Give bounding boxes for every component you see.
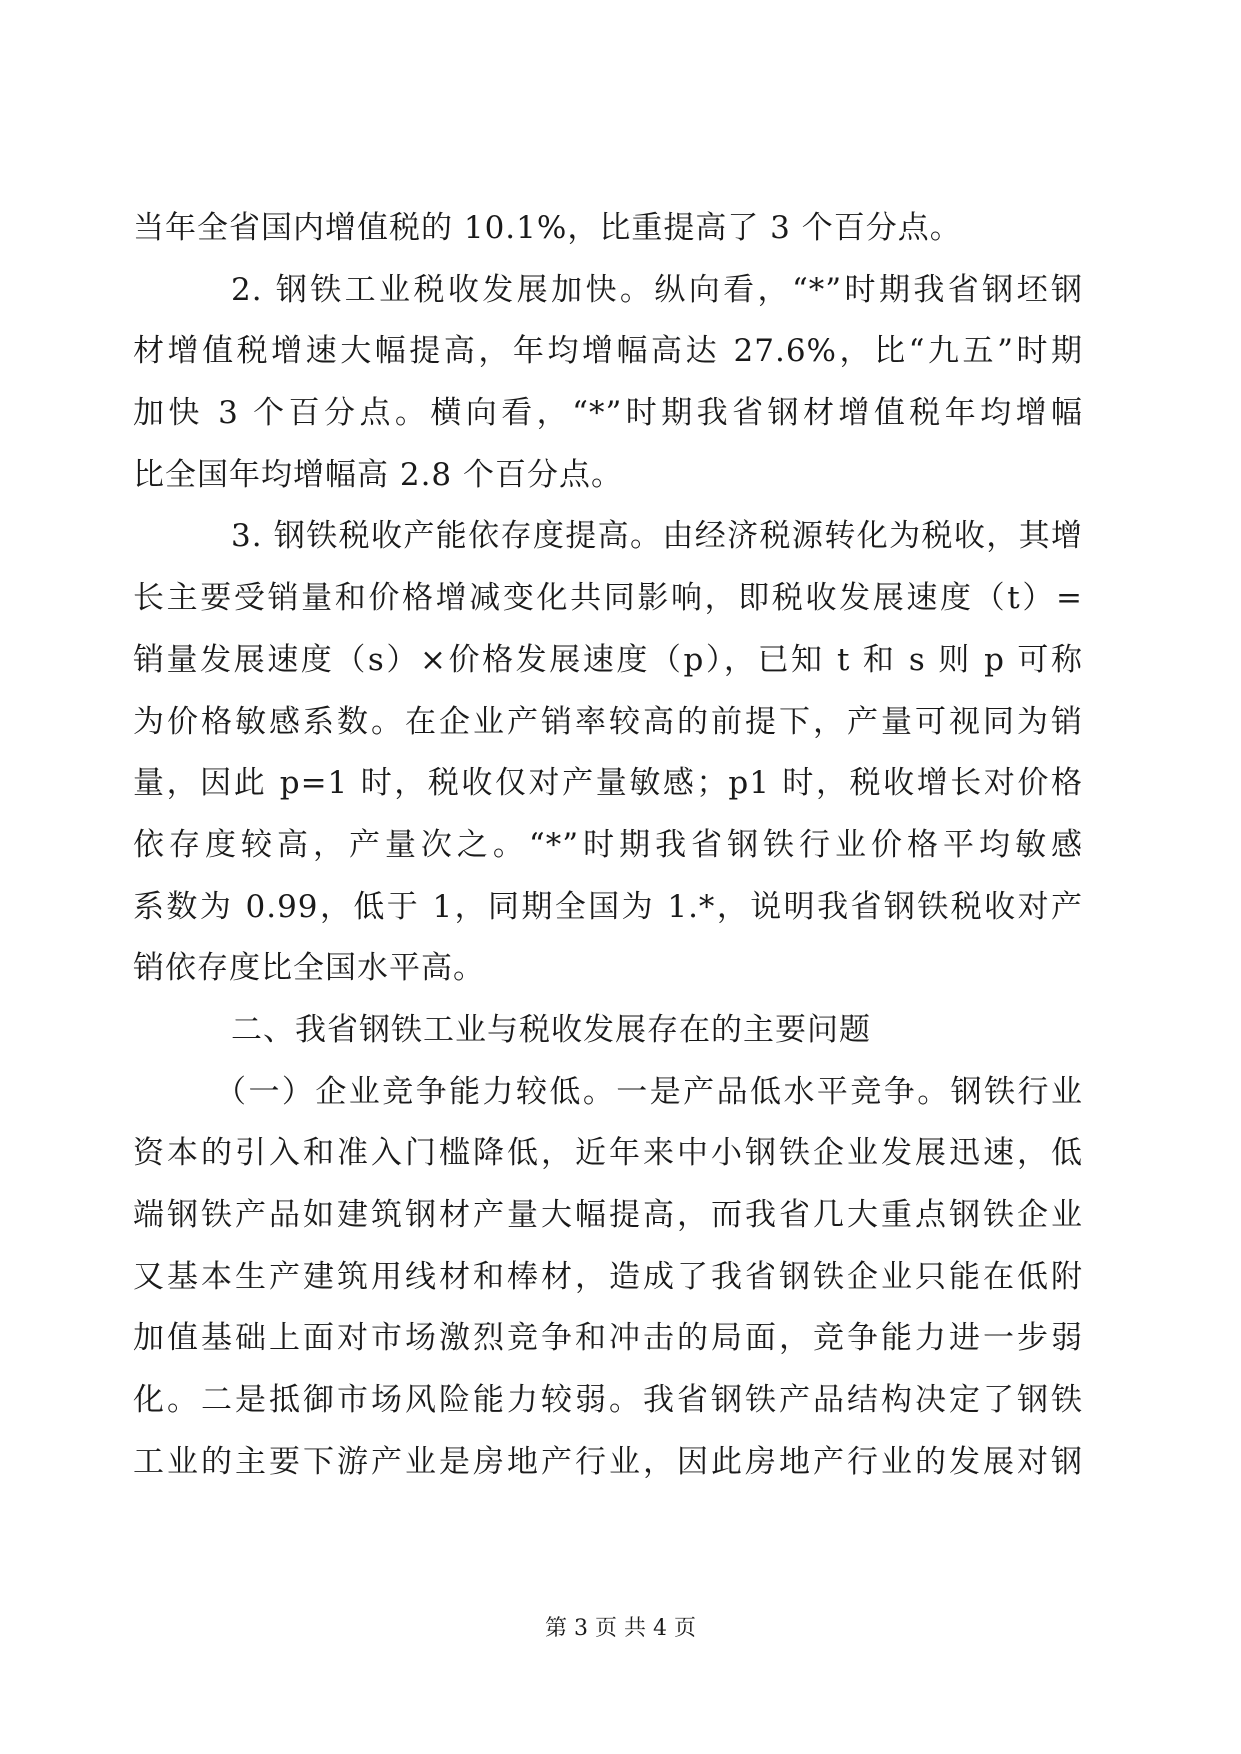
text-line: 长主要受销量和价格增减变化共同影响，即税收发展速度（t）= xyxy=(133,580,1083,617)
text-line: 3. 钢铁税收产能依存度提高。由经济税源转化为税收，其增 xyxy=(231,518,1083,555)
text-line: 2. 钢铁工业税收发展加快。纵向看，“*”时期我省钢坯钢 xyxy=(231,271,1083,308)
text-line: 资本的引入和准入门槛降低，近年来中小钢铁企业发展迅速，低 xyxy=(133,1135,1083,1172)
text-line: 量，因此 p=1 时，税收仅对产量敏感；p1 时，税收增长对价格 xyxy=(133,765,1083,802)
page-number-footer: 第 3 页 共 4 页 xyxy=(545,1616,696,1641)
text-line: 依存度较高，产量次之。“*”时期我省钢铁行业价格平均敏感 xyxy=(133,826,1083,863)
text-line: 端钢铁产品如建筑钢材产量大幅提高，而我省几大重点钢铁企业 xyxy=(133,1197,1083,1233)
section-heading: 二、我省钢铁工业与税收发展存在的主要问题 xyxy=(231,1011,871,1048)
text-line: 材增值税增速大幅提高，年均增幅高达 27.6%，比“九五”时期 xyxy=(133,333,1083,370)
text-line: 又基本生产建筑用线材和棒材，造成了我省钢铁企业只能在低附 xyxy=(133,1258,1083,1295)
text-line: （一）企业竞争能力较低。一是产品低水平竞争。钢铁行业 xyxy=(215,1073,1083,1110)
text-line: 加值基础上面对市场激烈竞争和冲击的局面，竞争能力进一步弱 xyxy=(133,1320,1083,1357)
document-body xyxy=(133,198,1083,1493)
text-line: 系数为 0.99，低于 1，同期全国为 1.*，说明我省钢铁税收对产 xyxy=(133,888,1083,925)
text-line: 化。二是抵御市场风险能力较弱。我省钢铁产品结构决定了钢铁 xyxy=(133,1382,1083,1419)
text-line: 工业的主要下游产业是房地产行业，因此房地产行业的发展对钢 xyxy=(133,1443,1083,1480)
text-line: 加快 3 个百分点。横向看，“*”时期我省钢材增值税年均增幅 xyxy=(133,395,1083,432)
text-line: 当年全省国内增值税的 10.1%，比重提高了 3 个百分点。 xyxy=(133,210,962,246)
text-line: 比全国年均增幅高 2.8 个百分点。 xyxy=(133,456,624,493)
text-line: 销量发展速度（s）×价格发展速度（p），已知 t 和 s 则 p 可称 xyxy=(133,641,1083,678)
text-line: 为价格敏感系数。在企业产销率较高的前提下，产量可视同为销 xyxy=(133,703,1083,740)
text-line: 销依存度比全国水平高。 xyxy=(133,950,485,987)
